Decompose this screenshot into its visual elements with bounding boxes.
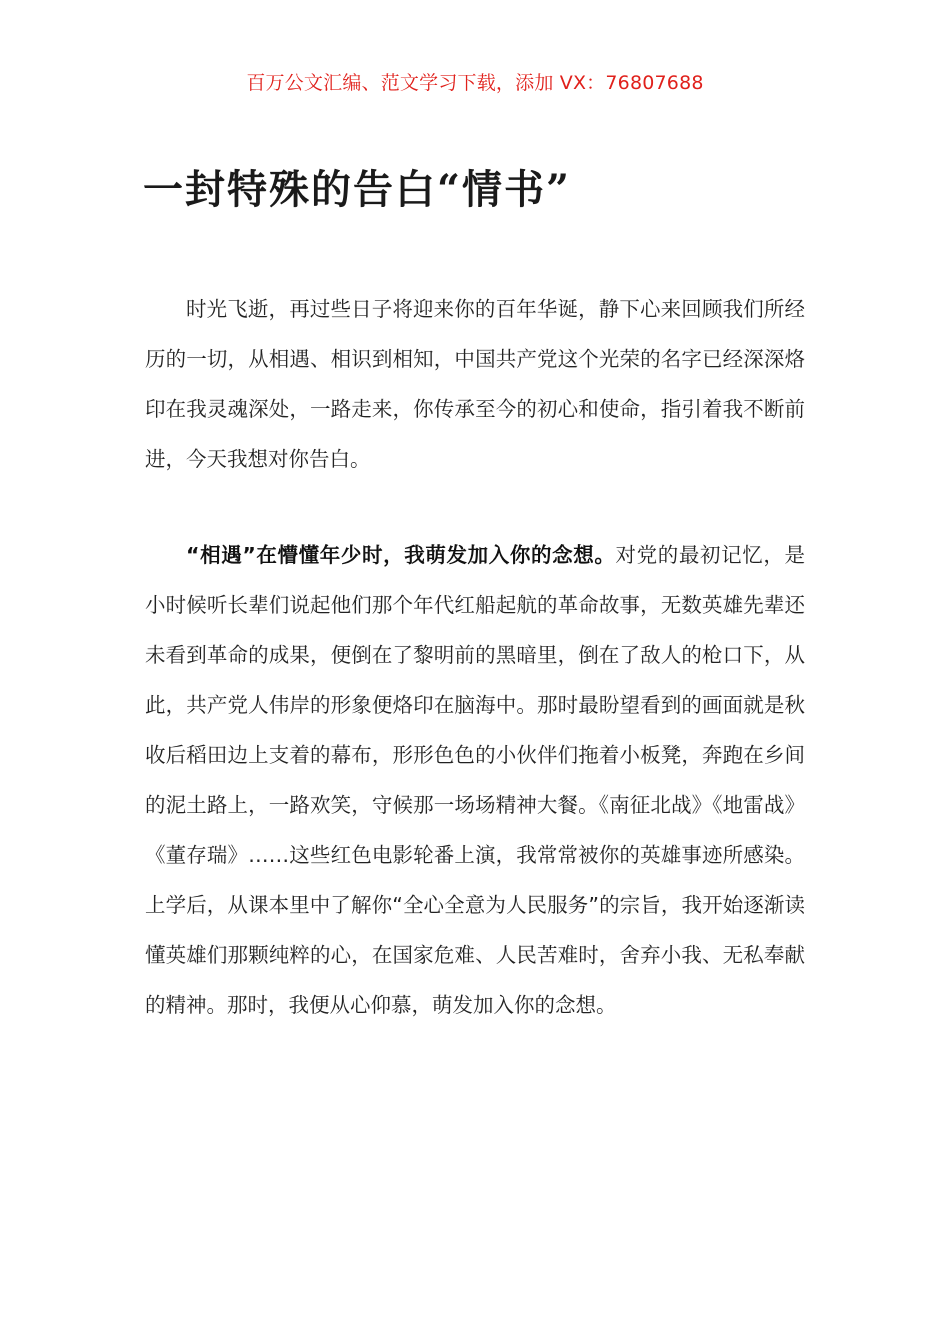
paragraph-1: 时光飞逝，再过些日子将迎来你的百年华诞，静下心来回顾我们所经历的一切，从相遇、相识到相知，中国共产党这个光荣的名字已经深深烙印在我灵魂深处，一路走来，你传承至今的初心和使命，指引着我不断前进，今天我想对你告白。 — [145, 297, 805, 471]
paragraph-2-lead: “相遇”在懵懂年少时，我萌发加入你的念想。 — [186, 543, 616, 567]
document-title: 一封特殊的告白“情书” — [143, 166, 572, 213]
paragraph-2 — [145, 530, 805, 1030]
paragraph-2-body: 对党的最初记忆，是小时候听长辈们说起他们那个年代红船起航的革命故事，无数英雄先辈还未看到革命的成果，便倒在了黎明前的黑暗里，倒在了敌人的枪口下，从此，共产党人伟岸的形象便烙印在脑海中。那时最盼望看到的画面就是秋收后稻田边上支着的幕布，形形色色的小伙伴们拖着小板凳，奔跑在乡间的泥土路上，一路欢笑，守候那一场场精神大餐。《南征北战》《地雷战》《董存瑞》……这些红色电影轮番上演，我常常被你的英雄事迹所感染。上学后，从课本里中了解你“全心全意为人民服务”的宗旨，我开始逐渐读懂英雄们那颗纯粹的心，在国家危难、人民苦难时，舍弃小我、无私奉献的精神。那时，我便从心仰慕，萌发加入你的念想。 — [145, 543, 805, 1017]
header-note: 百万公文汇编、范文学习下载，添加 VX：76807688 — [246, 72, 704, 94]
